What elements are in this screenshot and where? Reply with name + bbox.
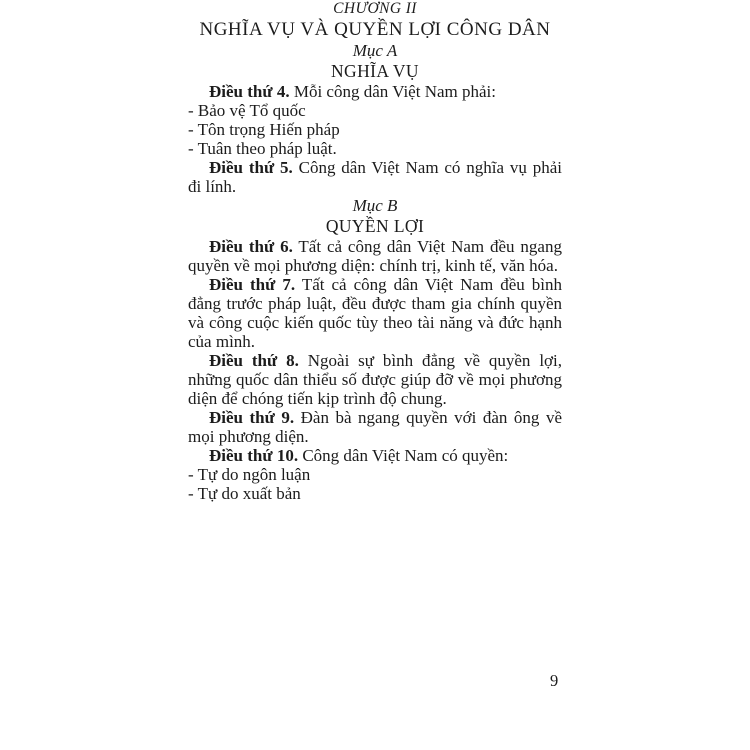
article-4-text: Mỗi công dân Việt Nam phải: (293, 82, 496, 101)
article-10-item-1: - Tự do ngôn luận (188, 465, 311, 484)
article-10 (188, 446, 562, 465)
article-9-lead: Điều thứ 9. (209, 408, 295, 427)
article-9 (188, 408, 562, 446)
article-5 (188, 158, 562, 196)
article-4 (188, 82, 562, 101)
article-8 (188, 351, 562, 408)
page-content (188, 0, 562, 503)
article-4-lead: Điều thứ 4. (209, 82, 290, 101)
article-6 (188, 237, 562, 275)
article-4-item-3: - Tuân theo pháp luật. (188, 139, 337, 158)
article-5-text: Công dân Việt Nam có nghĩa vụ phải đi lính. (188, 158, 563, 196)
section-b-label: Mục B (352, 196, 398, 215)
section-b-title: QUYỀN LỢI (325, 216, 425, 236)
article-4-item-1: - Bảo vệ Tổ quốc (188, 101, 306, 120)
article-6-text: Tất cả công dân Việt Nam đều ngang quyền về mọi phương diện: chính trị, kinh tế, văn hóa. (188, 237, 562, 275)
chapter-label: CHƯƠNG II (333, 0, 417, 17)
article-4-item-2: - Tôn trọng Hiến pháp (188, 120, 340, 139)
article-10-lead: Điều thứ 10. (209, 446, 299, 465)
article-8-text: Ngoài sự bình đẳng về quyền lợi, những quốc dân thiểu số được giúp đỡ về mọi phương diện để chóng tiến kịp trình độ chung. (188, 351, 563, 408)
article-6-lead: Điều thứ 6. (209, 237, 293, 256)
page-number: 9 (550, 671, 559, 690)
section-a-title: NGHĨA VỤ (331, 61, 419, 81)
article-5-lead: Điều thứ 5. (209, 158, 293, 177)
article-8-lead: Điều thứ 8. (209, 351, 299, 370)
chapter-title: NGHĨA VỤ VÀ QUYỀN LỢI CÔNG DÂN (199, 19, 551, 40)
article-10-text: Công dân Việt Nam có quyền: (302, 446, 509, 465)
section-a-label: Mục A (352, 41, 398, 60)
article-7 (188, 275, 562, 351)
article-7-text: Tất cả công dân Việt Nam đều bình đẳng trước pháp luật, đều được tham gia chính quyền và công cuộc kiến quốc tùy theo tài năng và đức hạnh của mình. (188, 275, 562, 351)
article-9-text: Đàn bà ngang quyền với đàn ông về mọi phương diện. (188, 408, 562, 446)
article-7-lead: Điều thứ 7. (209, 275, 296, 294)
article-10-item-2: - Tự do xuất bản (188, 484, 301, 503)
